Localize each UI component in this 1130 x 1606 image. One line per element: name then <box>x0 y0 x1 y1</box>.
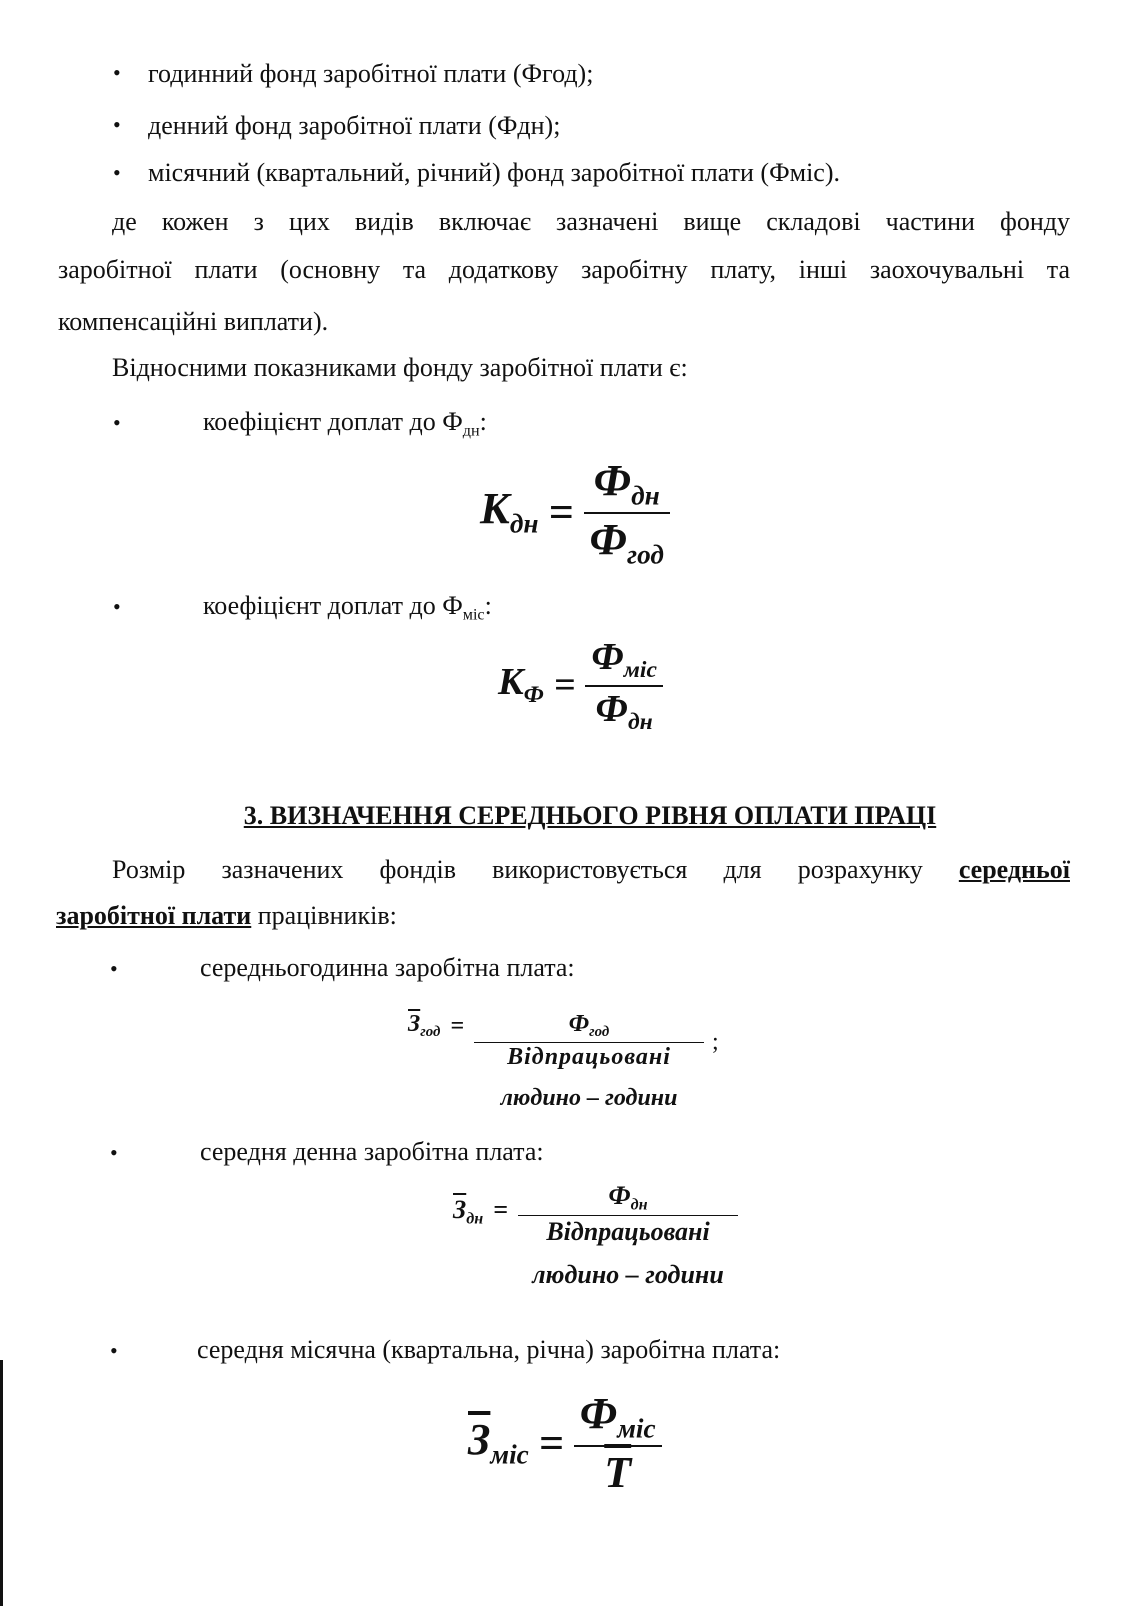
bullet-marker: • <box>113 410 121 435</box>
fraction: $Ф_{год}$ Відпрацьовані людино – години <box>474 1010 704 1113</box>
coef2-label: коефіцієнт доплат до $Ф_{міс}$: <box>203 591 492 624</box>
paragraph-line: компенсаційні виплати). <box>58 307 329 336</box>
equals-sign: = <box>548 487 574 537</box>
bullet-marker: • <box>113 60 121 85</box>
bullet-marker: • <box>113 160 121 185</box>
equals-sign: = <box>493 1195 508 1224</box>
paragraph-line: заробітної плати (основну та додаткову заробітну плату, інші заохочувальні та <box>58 255 1070 284</box>
paragraph-line: де кожен з цих видів включає зазначені вище складові частини фонду <box>112 207 1070 236</box>
fraction: $\frac{Ф_{міс}}{Ф_{дн}}$ <box>585 635 662 736</box>
formula-lhs: $З_{дн}$ <box>453 1195 484 1228</box>
paragraph-line: заробітної плати працівників: <box>56 901 397 930</box>
fraction: $\frac{Ф_{дн}}{Ф_{год}}$ <box>584 455 670 572</box>
bullet-marker: • <box>110 956 118 981</box>
bullet-hourly-fund: годинний фонд заробітної плати (Фгод); <box>148 59 594 88</box>
avg-monthly-label: середня місячна (квартальна, річна) заробітна плата: <box>197 1335 781 1364</box>
formula-daily-coefficient <box>480 455 670 572</box>
relative-indicators-intro: Відносними показниками фонду заробітної плати є: <box>112 353 688 382</box>
paragraph-line: Розмір зазначених фондів використовується для розрахунку середньої <box>112 855 1070 884</box>
emphasis-term: заробітної плати <box>56 901 252 930</box>
formula-lhs: $К_Ф$ <box>498 661 544 709</box>
fraction: $Ф_{дн}$ Відпрацьовані людино – години <box>518 1180 738 1290</box>
formula-lhs: $З_{міс}$ <box>468 1415 529 1470</box>
formula-average-hourly-wage <box>408 1010 719 1113</box>
avg-hourly-label: середньогодинна заробітна плата: <box>200 953 575 982</box>
formula-lhs: $З_{год}$ <box>408 1011 441 1041</box>
formula-separator: ; <box>712 1029 719 1055</box>
formula-average-monthly-wage <box>468 1388 662 1500</box>
equals-sign: = <box>538 1418 564 1468</box>
equals-sign: = <box>450 1012 465 1039</box>
section-heading: 3. ВИЗНАЧЕННЯ СЕРЕДНЬОГО РІВНЯ ОПЛАТИ ПРАЦІ <box>243 801 937 830</box>
formula-lhs: $К_{дн}$ <box>480 484 539 539</box>
scan-edge-shadow <box>0 1360 3 1606</box>
coef1-label: коефіцієнт доплат до $Ф_{дн}$: <box>203 407 487 440</box>
bullet-marker: • <box>113 112 121 137</box>
bullet-marker: • <box>113 594 121 619</box>
fraction: $\frac{Ф_{міс}}{Т}$ <box>574 1388 662 1500</box>
bullet-monthly-fund: місячний (квартальний, річний) фонд заробітної плати (Фміс). <box>148 158 840 187</box>
formula-average-daily-wage <box>453 1180 738 1290</box>
equals-sign: = <box>553 663 576 706</box>
bullet-marker: • <box>110 1338 118 1363</box>
bullet-marker: • <box>110 1140 118 1165</box>
formula-monthly-coefficient <box>498 635 663 736</box>
bullet-daily-fund: денний фонд заробітної плати (Фдн); <box>148 111 561 140</box>
emphasis-term: середньої <box>958 855 1070 884</box>
avg-daily-label: середня денна заробітна плата: <box>200 1137 544 1166</box>
